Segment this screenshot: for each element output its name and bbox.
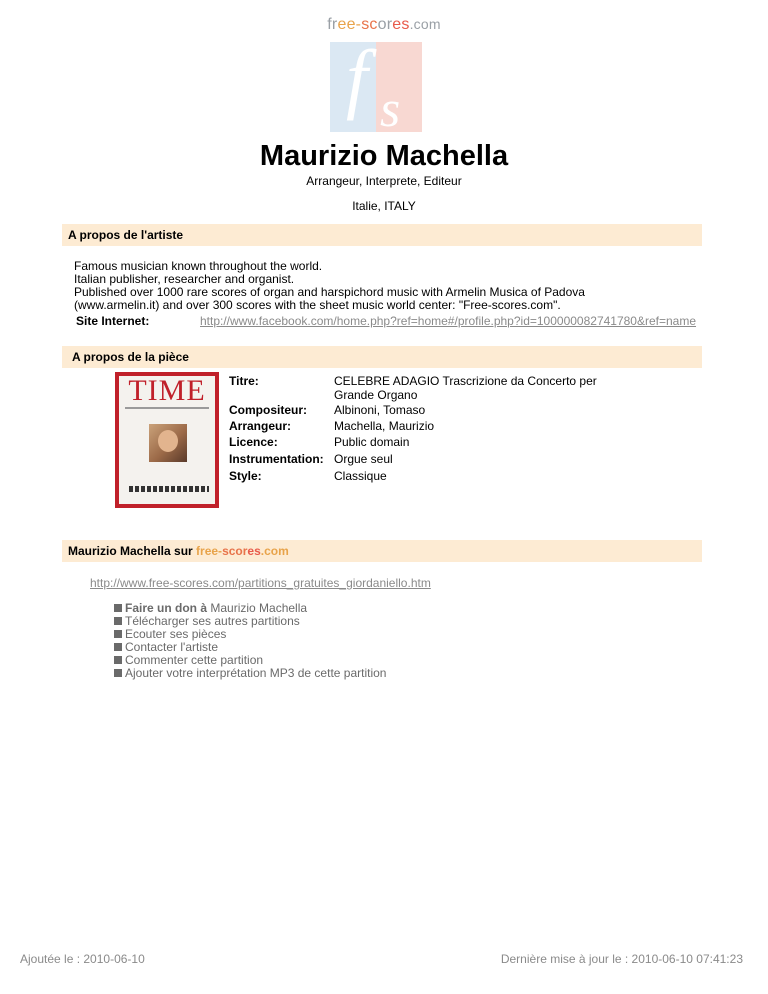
info-value-style: Classique	[334, 469, 387, 483]
action-donate-bold: Faire un don à	[125, 601, 208, 615]
square-bullet-icon	[114, 630, 122, 638]
action-contact-text: Contacter l'artiste	[125, 640, 218, 654]
site-internet-label: Site Internet:	[76, 314, 150, 328]
info-value-instrumentation: Orgue seul	[334, 452, 393, 466]
action-listen-text: Ecouter ses pièces	[125, 627, 227, 641]
action-add-mp3-text: Ajouter votre interprétation MP3 de cette partition	[125, 666, 387, 680]
logo-or: or	[377, 16, 393, 33]
about-line-3: Published over 1000 rare scores of organ and harspichord music with Armelin Musica of Padova	[74, 285, 585, 299]
info-label-style: Style:	[229, 469, 262, 483]
square-bullet-icon	[114, 656, 122, 664]
footer-added-date: Ajoutée le : 2010-06-10	[20, 952, 145, 966]
square-bullet-icon	[114, 604, 122, 612]
info-value-licence: Public domain	[334, 435, 410, 449]
info-value-composer: Albinoni, Tomaso	[334, 403, 426, 417]
site-internet-link[interactable]: http://www.facebook.com/home.php?ref=home#/profile.php?id=100000082741780&ref=name	[200, 314, 697, 328]
info-value-title-line2: Grande Organo	[334, 388, 418, 402]
info-label-instrumentation: Instrumentation:	[229, 452, 324, 466]
cover-portrait	[149, 424, 187, 462]
logo-ee: ee	[337, 16, 356, 33]
logo-com: .com	[409, 16, 441, 32]
artist-country: Italie, ITALY	[352, 199, 416, 213]
on-site-brand-es: es	[247, 544, 261, 558]
logo-es: es	[392, 16, 410, 33]
on-site-brand-sc: scor	[222, 544, 248, 558]
about-piece-heading: A propos de la pièce	[62, 346, 702, 368]
free-scores-fs-logo-icon	[330, 42, 422, 132]
about-line-2: Italian publisher, researcher and organist.	[74, 272, 295, 286]
svg-text:s: s	[380, 81, 401, 132]
square-bullet-icon	[114, 617, 122, 625]
info-label-arranger: Arrangeur:	[229, 419, 292, 433]
square-bullet-icon	[114, 669, 122, 677]
cover-subline	[125, 407, 209, 409]
about-artist-heading: A propos de l'artiste	[62, 224, 702, 246]
logo-dash: -	[355, 16, 362, 33]
square-bullet-icon	[114, 643, 122, 651]
about-line-4: (www.armelin.it) and over 300 scores with the sheet music world center: "Free-scores.com".	[74, 298, 561, 312]
cover-caption	[129, 486, 209, 492]
logo-fr: fr	[327, 16, 338, 33]
logo-sc: sc	[361, 16, 378, 33]
on-site-heading-prefix: Maurizio Machella sur	[68, 544, 197, 558]
on-site-brand-com: .com	[260, 544, 289, 558]
info-label-title: Titre:	[229, 374, 259, 388]
score-cover-image	[115, 372, 219, 508]
action-comment-text: Commenter cette partition	[125, 653, 264, 667]
svg-text:f: f	[346, 42, 368, 121]
artist-name: Maurizio Machella	[259, 140, 509, 172]
action-donate-text: Maurizio Machella	[207, 601, 308, 615]
info-label-licence: Licence:	[229, 435, 278, 449]
about-line-1: Famous musician known throughout the world.	[74, 259, 323, 273]
footer-updated-date: Dernière mise à jour le : 2010-06-10 07:41:23	[500, 952, 743, 966]
info-value-arranger: Machella, Maurizio	[334, 419, 435, 433]
action-add-mp3[interactable]	[114, 667, 386, 680]
free-scores-artist-link[interactable]: http://www.free-scores.com/partitions_gratuites_giordaniello.htm	[90, 576, 431, 590]
on-site-brand-free: free-	[196, 544, 223, 558]
action-download-text: Télécharger ses autres partitions	[125, 614, 300, 628]
cover-title: TIME	[128, 374, 206, 407]
about-artist-text	[74, 260, 714, 312]
info-label-composer: Compositeur:	[229, 403, 307, 417]
action-list	[114, 602, 386, 680]
artist-roles: Arrangeur, Interprete, Editeur	[306, 174, 462, 188]
site-logo-text[interactable]	[0, 16, 768, 34]
info-value-title: CELEBRE ADAGIO Trascrizione da Concerto per	[334, 374, 597, 388]
on-site-heading	[62, 540, 702, 562]
